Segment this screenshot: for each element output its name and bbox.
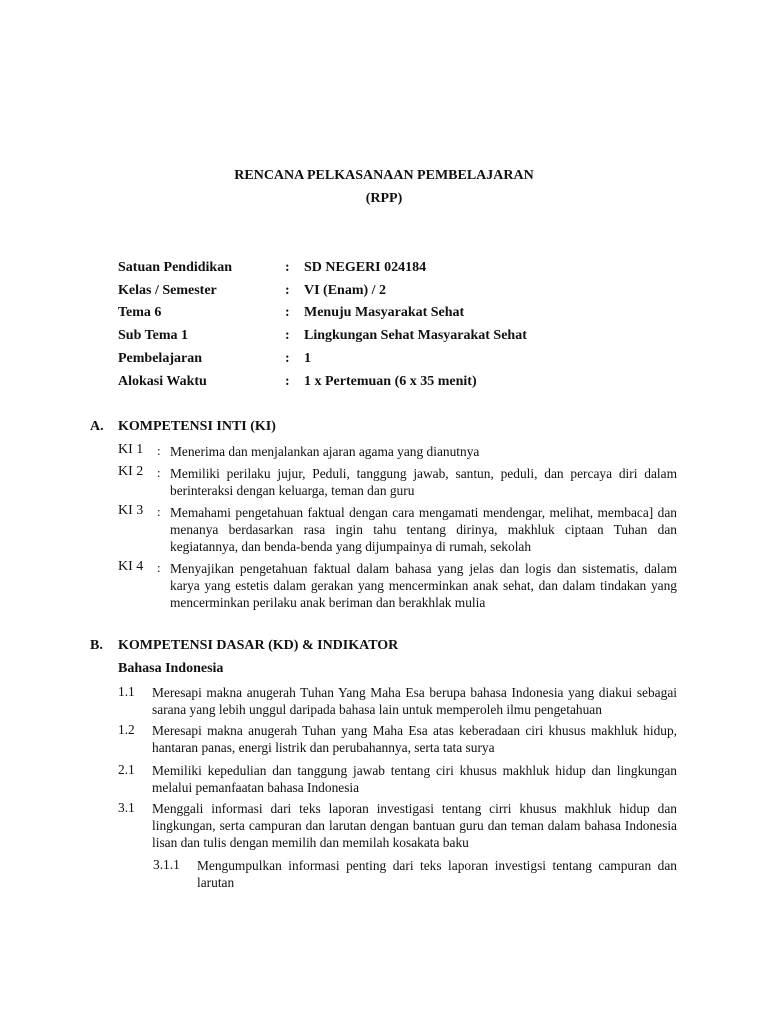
ki-colon: : <box>157 560 161 575</box>
identity-colon: : <box>285 260 290 275</box>
identity-label: Alokasi Waktu <box>118 374 207 389</box>
ki-label: KI 3 <box>118 503 144 518</box>
ki-text: Menerima dan menjalankan ajaran agama yang dianutnya <box>170 444 480 459</box>
kd-text: Memiliki kepedulian dan tanggung jawab tentang ciri khusus makhluk hidup dan lingkungan melalui pemanfaatan bahasa Indonesia <box>152 763 677 795</box>
indicator-text: Mengumpulkan informasi penting dari teks laporan investigsi tentang campuran dan larutan <box>197 858 677 890</box>
kd-number: 3.1 <box>118 800 135 815</box>
identity-colon: : <box>285 283 290 298</box>
section-a-letter: A. <box>90 419 104 434</box>
identity-value: SD NEGERI 024184 <box>304 260 427 275</box>
identity-value: 1 <box>304 351 311 366</box>
kd-text: Meresapi makna anugerah Tuhan yang Maha Esa atas keberadaan ciri khusus makhluk hidup, hantaran panas, energi listrik dan perubahannya, serta tata surya <box>152 723 677 755</box>
ki-text: Memiliki perilaku jujur, Peduli, tanggung jawab, santun, peduli, dan percaya diri dalam berinteraksi dengan keluarga, teman dan guru <box>170 466 677 498</box>
indicator-number: 3.1.1 <box>153 857 180 872</box>
ki-colon: : <box>157 465 161 480</box>
identity-label: Kelas / Semester <box>118 283 217 298</box>
identity-value: Lingkungan Sehat Masyarakat Sehat <box>304 328 527 343</box>
identity-label: Tema 6 <box>118 305 162 320</box>
ki-colon: : <box>157 443 161 458</box>
identity-colon: : <box>285 328 290 343</box>
identity-colon: : <box>285 305 290 320</box>
page-subtitle: (RPP) <box>365 191 403 206</box>
kd-number: 1.1 <box>118 684 135 699</box>
ki-colon: : <box>157 504 161 519</box>
section-b-title: KOMPETENSI DASAR (KD) & INDIKATOR <box>118 638 399 653</box>
identity-colon: : <box>285 374 290 389</box>
ki-text: Menyajikan pengetahuan faktual dalam bahasa yang jelas dan logis dan sistematis, dalam karya yang estetis dalam gerakan yang mencerminkan anak sehat, dan dalam tindakan yang mencerminkan perilaku anak beriman dan berakhlak mulia <box>170 561 677 610</box>
identity-value: Menuju Masyarakat Sehat <box>304 305 465 320</box>
ki-label: KI 4 <box>118 559 144 574</box>
identity-colon: : <box>285 351 290 366</box>
ki-text: Memahami pengetahuan faktual dengan cara mengamati mendengar, melihat, membaca] dan menanya berdasarkan rasa ingin tahu tentang dirinya, makhluk ciptaan Tuhan dan kegiatannya, dan benda-benda yang dijumpainya di rumah, sekolah <box>170 505 677 554</box>
kd-number: 2.1 <box>118 762 135 777</box>
ki-label: KI 1 <box>118 442 144 457</box>
identity-value: 1 x Pertemuan (6 x 35 menit) <box>304 374 477 389</box>
ki-label: KI 2 <box>118 464 144 479</box>
page-title: RENCANA PELKASANAAN PEMBELAJARAN <box>234 168 534 183</box>
kd-text: Meresapi makna anugerah Tuhan Yang Maha Esa berupa bahasa Indonesia yang diakui sebagai sarana yang lebih unggul daripada bahasa lain untuk memperoleh ilmu pengetahuan <box>152 685 677 717</box>
section-a-title: KOMPETENSI INTI (KI) <box>118 419 276 434</box>
identity-label: Satuan Pendidikan <box>118 260 232 275</box>
kd-number: 1.2 <box>118 722 135 737</box>
identity-value: VI (Enam) / 2 <box>304 283 387 298</box>
identity-label: Pembelajaran <box>118 351 202 366</box>
section-b-letter: B. <box>90 638 103 653</box>
identity-label: Sub Tema 1 <box>118 328 189 343</box>
kd-text: Menggali informasi dari teks laporan investigasi tentang cirri khusus makhluk hidup dan lingkungan, serta campuran dan larutan dengan bantuan guru dan teman dalam bahasa Indonesia lisan dan tulis dengan memilih dan memilah kosakata baku <box>152 801 677 850</box>
subject-heading: Bahasa Indonesia <box>118 661 224 676</box>
